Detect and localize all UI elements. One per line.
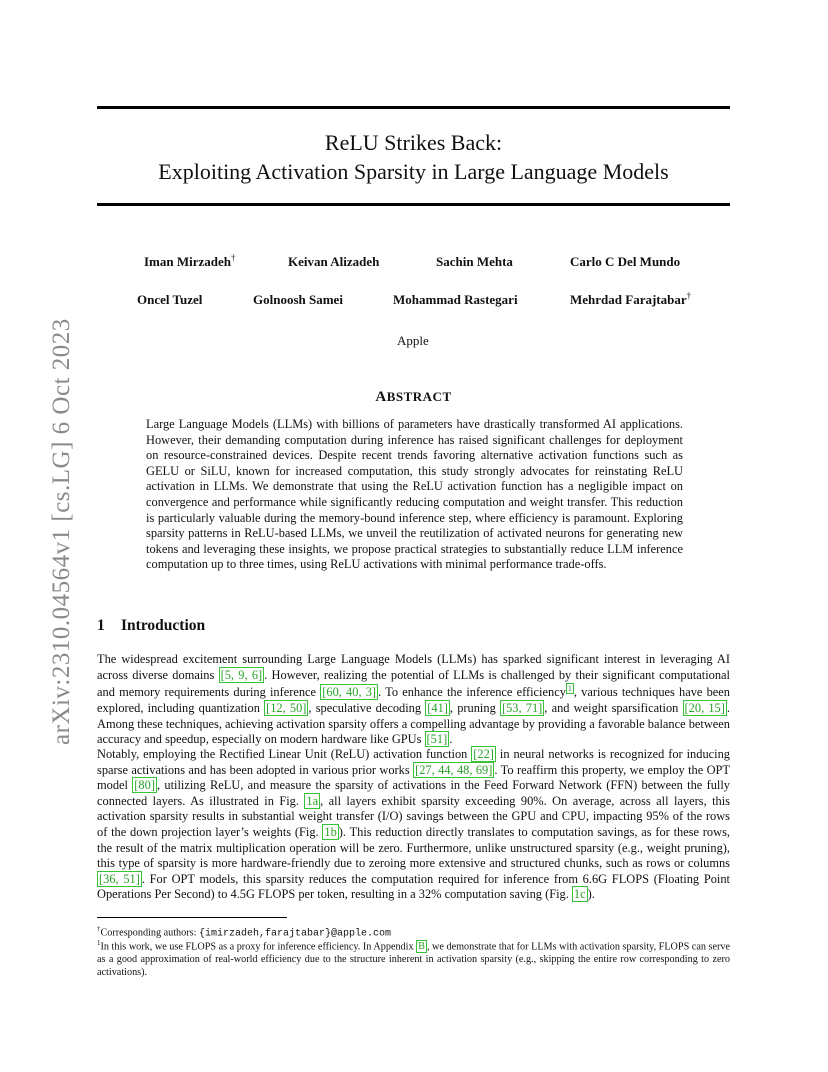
intro-paragraph-1 xyxy=(97,652,730,748)
author-name: Keivan Alizadeh xyxy=(288,254,380,269)
citation-link[interactable]: [60, 40, 3] xyxy=(322,685,377,700)
author-1 xyxy=(144,254,236,270)
author-name: Sachin Mehta xyxy=(436,254,513,269)
text-span: , all layers exhibit sparsity exceeding 90%. On average, across all layers, this activation sparsity results in substantial weight transfer (I/O) savings between the GPU and CPU, impacting 95% of the rows of the down projection layer’s weights (Fig. xyxy=(97,793,730,839)
text-span: , utilizing ReLU, and measure the sparsity of activations in the Feed Forward Network (FFN) between the fully connected layers. As illustrated in Fig. xyxy=(97,778,730,808)
abstract-heading xyxy=(97,389,730,406)
arxiv-identifier xyxy=(18,295,75,745)
section-heading xyxy=(97,617,205,635)
figure-link[interactable]: 1a xyxy=(306,793,319,808)
author-7 xyxy=(393,292,518,308)
footnote-rule xyxy=(97,917,287,918)
appendix-link[interactable]: B xyxy=(418,941,425,953)
author-dagger: † xyxy=(686,290,692,301)
affiliation: Apple xyxy=(397,333,429,348)
text-span: . To enhance the inference efficiency xyxy=(378,685,566,700)
section-title: Introduction xyxy=(121,617,206,634)
author-name: Golnoosh Samei xyxy=(253,292,343,307)
figure-link[interactable]: 1b xyxy=(324,824,337,839)
author-name: Mehrdad Farajtabar xyxy=(570,292,687,307)
footnote-email: {imirzadeh,farajtabar}@apple.com xyxy=(198,928,391,940)
author-dagger: † xyxy=(231,252,236,263)
text-span: The widespread excitement surrounding Large Language Models (LLMs) has sparked significant interest in leveraging AI across diverse domains xyxy=(97,652,730,682)
footnote-flops xyxy=(97,937,730,979)
footnote-mark: † xyxy=(97,925,101,933)
author-3 xyxy=(436,254,513,270)
author-name: Oncel Tuzel xyxy=(137,292,203,307)
citation-link[interactable]: [27, 44, 48, 69] xyxy=(415,762,493,777)
author-name: Mohammad Rastegari xyxy=(393,292,518,307)
citation-link[interactable]: [51] xyxy=(426,732,448,747)
author-2 xyxy=(288,254,379,270)
abstract-text: Large Language Models (LLMs) with billions of parameters have drastically transformed AI applications. However, their demanding computation during inference has raised significant challenges for deployment on resource-constrained devices. Despite recent trends favoring alternative activation functions such as GELU or SiLU, known for increased computation, this study strongly advocates for reinstating ReLU activation in LLMs. We demonstrate that using the ReLU activation function has a negligible impact on convergence and performance while significantly reducing computation and weight transfer. This reduction is particularly valuable during the memory-bound inference step, where efficiency is paramount. Exploring sparsity patterns in ReLU-based LLMs, we unveil the reutilization of activated neurons for generating new tokens and leveraging these insights, we propose practical strategies to substantially reduce LLM inference computation up to three times, using ReLU activations with minimal performance trade-offs. xyxy=(146,417,683,572)
arxiv-id-text: arXiv:2310.04564v1 [cs.LG] 6 Oct 2023 xyxy=(48,318,75,745)
title-top-rule xyxy=(97,106,730,109)
intro-paragraph-2 xyxy=(97,747,730,903)
text-span: , and weight sparsification xyxy=(544,700,683,715)
footnote-mark: 1 xyxy=(97,939,101,947)
author-6 xyxy=(253,292,343,308)
citation-link[interactable]: [22] xyxy=(473,747,494,761)
citation-link[interactable]: [41] xyxy=(427,700,448,715)
author-5 xyxy=(137,292,202,308)
citation-link[interactable]: [12, 50] xyxy=(266,700,307,715)
abstract-heading-rest: BSTRACT xyxy=(386,389,452,404)
author-8 xyxy=(570,292,691,308)
abstract-heading-initial: A xyxy=(375,389,387,405)
citation-link[interactable]: [53, 71] xyxy=(501,700,543,715)
text-span: . However, realizing the potential of LLMs is challenged by their significant computational and memory requirements during inference xyxy=(97,667,730,700)
text-span: , speculative decoding xyxy=(308,700,426,715)
title-line-2: Exploiting Activation Sparsity in Large Language Models xyxy=(158,159,669,184)
author-4 xyxy=(570,254,680,270)
citation-link[interactable]: [36, 51] xyxy=(99,871,140,886)
title-bottom-rule xyxy=(97,203,730,206)
section-number: 1 xyxy=(97,617,105,634)
text-span: ). This reduction directly translates to computation savings, as for these rows, the result of the matrix multiplication operation will be zero. Furthermore, unlike unstructured sparsity (e.g., weight pruning), this type of sparsity is more hardware-friendly due to zeroing more extensive and structured chunks, such as rows or columns xyxy=(97,824,730,871)
citation-link[interactable]: [80] xyxy=(134,778,155,793)
text-span: in neural networks is recognized for inducing sparse activations and has been adopted in various prior works xyxy=(97,747,730,777)
paper-title xyxy=(97,128,730,186)
footnote-text: In this work, we use FLOPS as a proxy for inference efficiency. In Appendix xyxy=(100,941,417,953)
citation-link[interactable]: [20, 15] xyxy=(684,700,725,715)
text-span: . Among these techniques, achieving activation sparsity offers a compelling advantage by providing a favorable balance between accuracy and speedup, especially on modern hardware like GPUs xyxy=(97,700,730,747)
text-span: ). xyxy=(587,887,595,902)
citation-link[interactable]: [5, 9, 6] xyxy=(220,667,263,682)
author-name: Carlo C Del Mundo xyxy=(570,254,681,269)
footnote-link[interactable]: 1 xyxy=(567,684,572,694)
author-name: Iman Mirzadeh xyxy=(144,254,232,269)
text-span: . For OPT models, this sparsity reduces the computation required for inference from 6.6G FLOPS (Floating Point Operations Per Second) to 4.5G FLOPS per token, resulting in a 32% computation saving (Fig. xyxy=(97,871,730,902)
figure-link[interactable]: 1c xyxy=(573,887,586,902)
text-span: . xyxy=(449,732,453,747)
text-span: Notably, employing the Rectified Linear Unit (ReLU) activation function xyxy=(97,747,472,761)
footnote-text: Corresponding authors: xyxy=(100,927,199,939)
text-span: . To reaffirm this property, we employ the OPT model xyxy=(97,762,731,793)
text-span: , pruning xyxy=(449,700,500,715)
text-span: , various techniques have been explored, including quantization xyxy=(97,685,730,715)
title-line-1: ReLU Strikes Back: xyxy=(324,130,503,155)
footnote-text: , we demonstrate that for LLMs with activation sparsity, FLOPS can serve as a good approximation of real-world efficiency due to the structure inherent in activation sparsity (e.g., skipping the entire row corresponding to zero activations). xyxy=(97,941,731,979)
